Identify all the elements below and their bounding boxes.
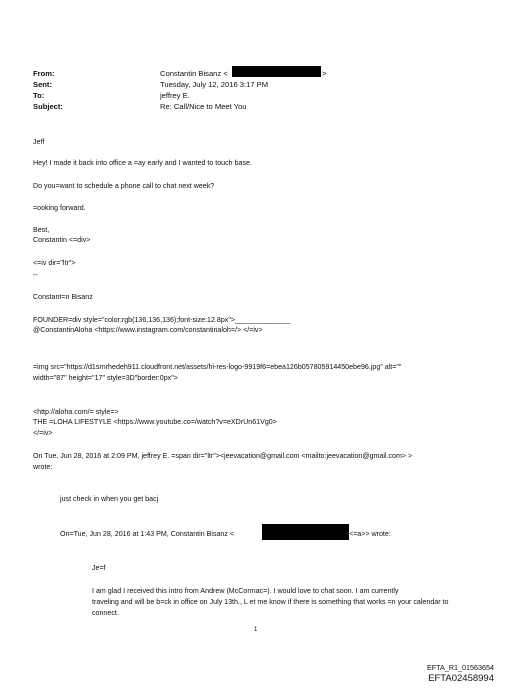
subject-value: Re: Call/Nice to Meet You: [160, 102, 247, 111]
aloha-line-2: THE =LOHA LIFESTYLE <https://www.youtube.co=/watch?v=eXDrUn61Vg0>: [33, 418, 277, 426]
closing-best: Best,: [33, 226, 50, 234]
signature-name: Constant=n Bisanz: [33, 293, 93, 301]
founder-line-2: @ConstantinAloha <https://www.instagram.com/constantinaloh=/> </=iv>: [33, 326, 263, 334]
subject-label: Subject:: [33, 102, 63, 111]
body-line-2: Do you=want to schedule a phone call to chat next week?: [33, 182, 215, 190]
from-suffix: >: [322, 69, 327, 78]
aloha-line-3: </=iv>: [33, 429, 53, 437]
redaction-bar-quote: [262, 524, 349, 540]
quote-1-line-1: On Tue, Jun 28, 2016 at 2:09 PM, jeffrey E. =span dir="ltr"><jeevacation@gmail.com <mailto:jeevacation@gmail.com> >: [33, 452, 413, 460]
paragraph-line-3: connect.: [92, 609, 119, 617]
body-line-3: =ooking forward.: [33, 204, 86, 212]
from-name: Constantin Bisanz <: [160, 69, 228, 78]
page-number: 1: [254, 627, 258, 633]
quote-2-prefix: On=Tue, Jun 28, 2016 at 1:43 PM, Constantin Bisanz <: [60, 530, 235, 538]
closing-name: Constantin <=div>: [33, 236, 91, 244]
body-line-1: Hey! I made it back into office a =ay early and I wanted to touch base.: [33, 159, 252, 167]
to-value: jeffrey E.: [160, 91, 190, 100]
aloha-line-1: <http://aloha.com/= style=>: [33, 408, 119, 416]
paragraph-line-1: I am glad I received this intro from Andrew (McCormac=). I would love to chat soon. I am currently: [92, 587, 399, 595]
from-label: From:: [33, 69, 55, 78]
reply-1: just check in when you get bacj: [60, 495, 159, 503]
quote-1-line-2: wrote:: [33, 463, 53, 471]
signature-separator: --: [33, 271, 38, 279]
greeting: Jeff: [33, 138, 45, 146]
img-tag-line-2: width="87" height="17" style=3D"border:0px">: [33, 374, 178, 382]
paragraph-line-2: traveling and will be b=ck in office on July 13th., L et me know if there is something that works =n your calendar to: [92, 598, 449, 606]
footer-id-small: EFTA_R1_01563654: [427, 663, 494, 672]
from-value: [160, 69, 228, 79]
founder-line-1: FOUNDER=div style="color:rgb(136,136,136);font-size:12.8px">______________: [33, 316, 291, 324]
footer-id-large: EFTA02458994: [428, 673, 494, 684]
quote-2-suffix: <=a>> wrote:: [349, 530, 391, 538]
div-tag-line: <=iv dir="ltr">: [33, 259, 76, 267]
sent-value: Tuesday, July 12, 2016 3:17 PM: [160, 80, 269, 89]
sent-label: Sent:: [33, 80, 52, 89]
redaction-bar-from: [232, 66, 321, 77]
greeting-2: Je=f: [92, 564, 106, 572]
to-label: To:: [33, 91, 45, 100]
img-tag-line-1: =img src="https://d1srnrhedeh911.cloudfront.net/assets/hi-res-logo-9919f6=ebea126b057805914450ebe96.jpg" alt="": [33, 363, 402, 371]
